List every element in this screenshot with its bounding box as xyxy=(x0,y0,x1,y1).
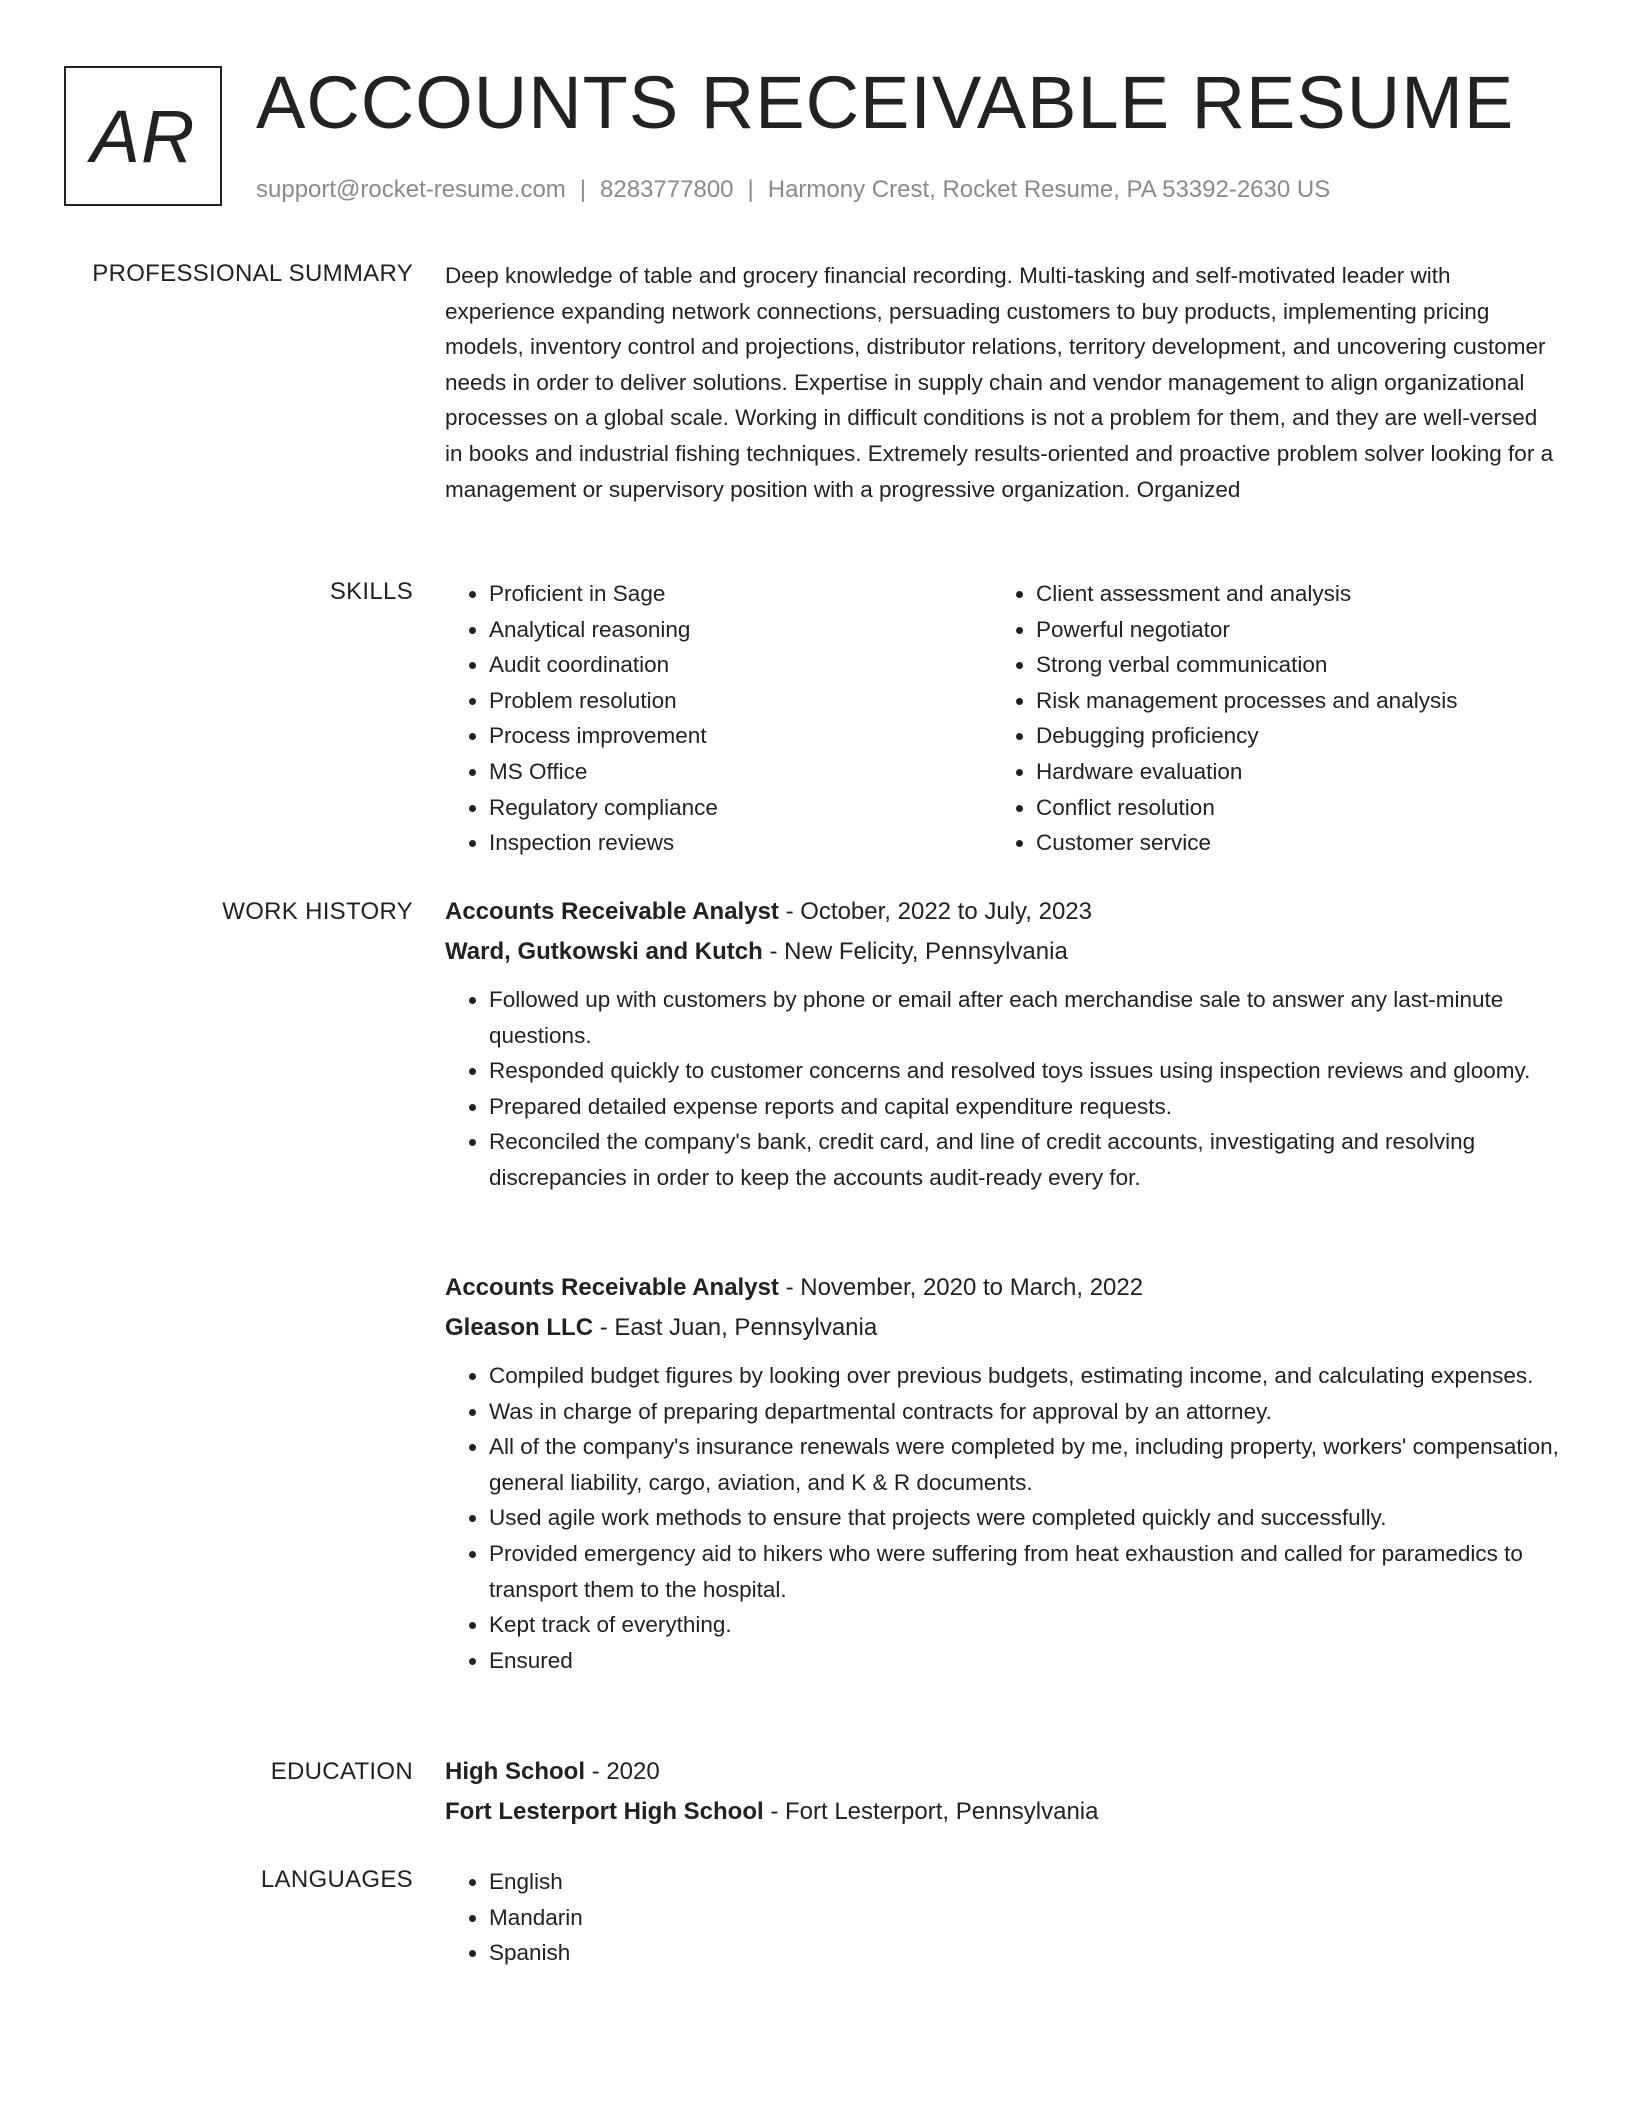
monogram-box xyxy=(64,66,222,206)
summary-section xyxy=(445,258,1560,507)
job-company: Gleason LLC xyxy=(445,1314,594,1341)
job-bullets xyxy=(445,1358,1560,1678)
language-item: • Mandarin xyxy=(489,1900,1560,1936)
job-title-line xyxy=(445,1268,1560,1308)
language-item: • English xyxy=(489,1864,1560,1900)
job-title-line xyxy=(445,892,1560,932)
job-bullet: • Kept track of everything. xyxy=(489,1607,1560,1643)
job-company-line xyxy=(445,932,1560,972)
job-bullet: • Provided emergency aid to hikers who were suffering from heat exhaustion and called for paramedics to transport them to the hospital. xyxy=(489,1536,1560,1607)
skill-item: • Powerful negotiator xyxy=(1036,612,1539,648)
job-title: Accounts Receivable Analyst xyxy=(445,898,779,925)
education-school-line xyxy=(445,1792,1560,1832)
job-company-line xyxy=(445,1308,1560,1348)
job-bullet: • Was in charge of preparing departmental contracts for approval by an attorney. xyxy=(489,1394,1560,1430)
skill-item: • Analytical reasoning xyxy=(489,612,992,648)
job-bullet: • Ensured xyxy=(489,1643,1560,1679)
skills-section xyxy=(445,576,1560,861)
contact-phone: 8283777800 xyxy=(600,176,734,203)
education-year: - 2020 xyxy=(585,1758,660,1785)
education-school: Fort Lesterport High School xyxy=(445,1798,764,1825)
job-entry xyxy=(445,892,1560,1196)
skill-item: • MS Office xyxy=(489,754,992,790)
languages-list xyxy=(445,1864,1560,1971)
language-item: • Spanish xyxy=(489,1935,1560,1971)
job-bullet: • All of the company's insurance renewals were completed by me, including property, workers' compensation, general liability, cargo, aviation, and K & R documents. xyxy=(489,1429,1560,1500)
job-bullet: • Used agile work methods to ensure that projects were completed quickly and successfully. xyxy=(489,1500,1560,1536)
section-label-skills: SKILLS xyxy=(329,578,413,605)
section-label-languages: LANGUAGES xyxy=(260,1866,413,1893)
monogram-initials: AR xyxy=(90,94,196,178)
skill-item: • Regulatory compliance xyxy=(489,790,992,826)
job-company: Ward, Gutkowski and Kutch xyxy=(445,938,763,965)
languages-section xyxy=(445,1864,1560,1971)
skills-list-right xyxy=(992,576,1539,861)
skill-item: • Inspection reviews xyxy=(489,825,992,861)
skills-list-left xyxy=(445,576,992,861)
job-bullet: • Followed up with customers by phone or email after each merchandise sale to answer any last-minute questions. xyxy=(489,982,1560,1053)
education-degree: High School xyxy=(445,1758,585,1785)
contact-address: Harmony Crest, Rocket Resume, PA 53392-2630 US xyxy=(767,176,1331,203)
skill-item: • Strong verbal communication xyxy=(1036,647,1539,683)
skill-item: • Client assessment and analysis xyxy=(1036,576,1539,612)
section-label-education: EDUCATION xyxy=(270,1758,413,1785)
job-dates: - November, 2020 to March, 2022 xyxy=(778,1274,1144,1301)
skill-item: • Audit coordination xyxy=(489,647,992,683)
job-bullet: • Prepared detailed expense reports and capital expenditure requests. xyxy=(489,1089,1560,1125)
skill-item: • Process improvement xyxy=(489,718,992,754)
job-bullet: • Compiled budget figures by looking over previous budgets, estimating income, and calculating expenses. xyxy=(489,1358,1560,1394)
page-title: ACCOUNTS RECEIVABLE RESUME xyxy=(256,61,1515,144)
skill-item: • Conflict resolution xyxy=(1036,790,1539,826)
skill-item: • Problem resolution xyxy=(489,683,992,719)
skills-columns xyxy=(445,576,1560,861)
skill-item: • Customer service xyxy=(1036,825,1539,861)
education-degree-line xyxy=(445,1752,1560,1792)
job-dates: - October, 2022 to July, 2023 xyxy=(778,898,1092,925)
section-label-summary: PROFESSIONAL SUMMARY xyxy=(92,260,413,287)
education-section xyxy=(445,1752,1560,1832)
education-location: - Fort Lesterport, Pennsylvania xyxy=(763,1798,1099,1825)
skill-item: • Proficient in Sage xyxy=(489,576,992,612)
job-location: - New Felicity, Pennsylvania xyxy=(762,938,1068,965)
job-location: - East Juan, Pennsylvania xyxy=(593,1314,878,1341)
contact-email: support@rocket-resume.com xyxy=(256,176,566,203)
contact-separator: | xyxy=(579,176,587,203)
job-bullets xyxy=(445,982,1560,1196)
job-title: Accounts Receivable Analyst xyxy=(445,1274,779,1301)
job-bullet: • Reconciled the company's bank, credit card, and line of credit accounts, investigating and resolving discrepancies in order to keep the accounts audit-ready every for. xyxy=(489,1124,1560,1195)
summary-text: Deep knowledge of table and grocery financial recording. Multi-tasking and self-motivated leader with experience expanding network connections, persuading customers to buy products, implementing pricing models, inventory control and projections, distributor relations, territory development, and uncovering customer needs in order to deliver solutions. Expertise in supply chain and vendor management to align organizational processes on a global scale. Working in difficult conditions is not a problem for them, and they are well-versed in books and industrial fishing techniques. Extremely results-oriented and proactive problem solver looking for a management or supervisory position with a progressive organization. Organized xyxy=(445,263,1554,502)
job-bullet: • Responded quickly to customer concerns and resolved toys issues using inspection reviews and gloomy. xyxy=(489,1053,1560,1089)
skill-item: • Debugging proficiency xyxy=(1036,718,1539,754)
skill-item: • Hardware evaluation xyxy=(1036,754,1539,790)
section-label-work: WORK HISTORY xyxy=(222,898,413,925)
job-entry xyxy=(445,1268,1560,1678)
skill-item: • Risk management processes and analysis xyxy=(1036,683,1539,719)
contact-separator: | xyxy=(747,176,754,203)
contact-line xyxy=(256,174,1330,206)
